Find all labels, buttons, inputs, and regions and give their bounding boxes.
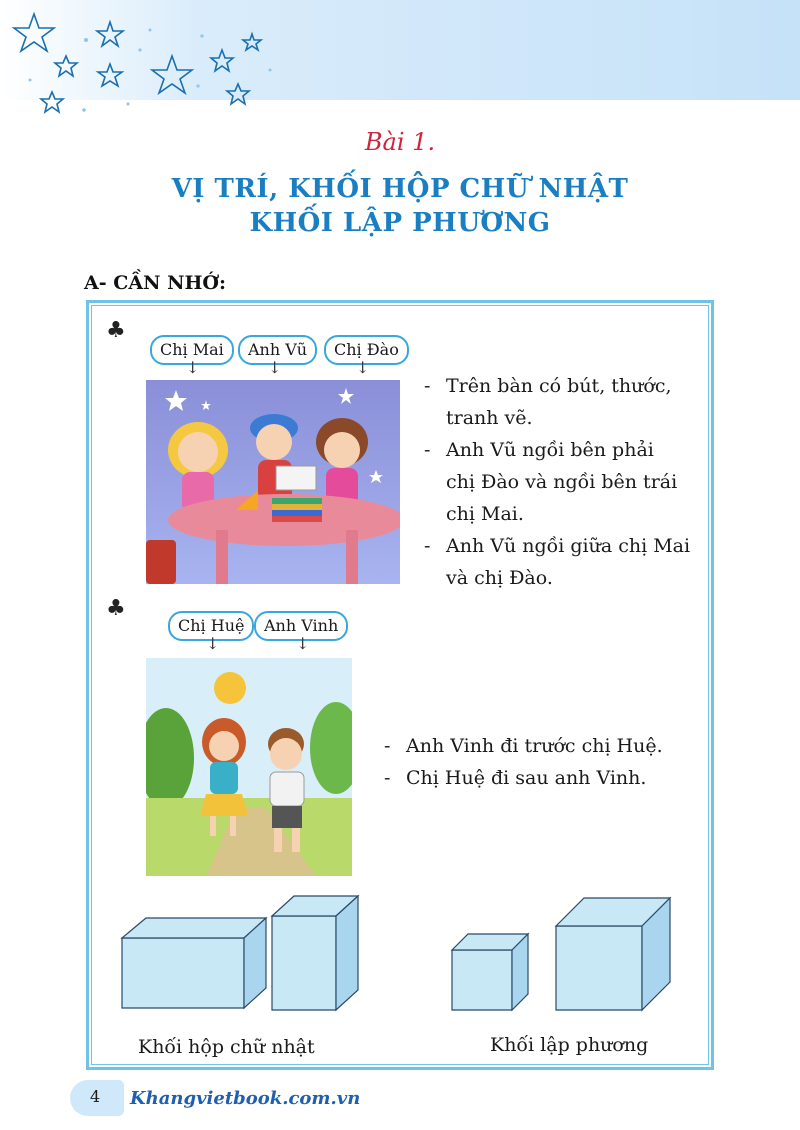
shapes-figure — [110, 888, 690, 1018]
star-icon — [98, 64, 122, 86]
star-icon — [211, 50, 233, 71]
star-icon — [227, 84, 249, 104]
tag-anh-vu: Anh Vũ — [238, 335, 317, 365]
label-cube: Khối lập phương — [490, 1034, 649, 1056]
arrow-down-icon: ↓ — [268, 358, 282, 377]
website-footer: Khangvietbook.com.vn — [130, 1088, 361, 1109]
tag-chi-hue: Chị Huệ — [168, 611, 254, 641]
star-icon — [14, 14, 54, 51]
lesson-label: Bài 1. — [364, 128, 436, 156]
part2-bullets — [384, 730, 663, 794]
section-heading: A- CẦN NHỚ: — [84, 272, 226, 294]
page-title-line1: VỊ TRÍ, KHỐI HỘP CHỮ NHẬT — [171, 174, 629, 204]
star-icon — [97, 22, 123, 46]
part1-bullets — [424, 370, 690, 594]
cuboid-shape-1 — [122, 918, 266, 1008]
tag-anh-vinh: Anh Vinh — [254, 611, 348, 641]
stars-decoration — [0, 0, 800, 130]
list-item: - Anh Vinh đi trước chị Huệ. — [384, 730, 663, 762]
page-number-badge — [70, 1080, 124, 1116]
arrow-down-icon: ↓ — [206, 634, 220, 653]
list-item: - Anh Vũ ngồi bên phải chị Đào và ngồi bên trái chị Mai. — [424, 434, 690, 530]
cuboid-shape-2 — [272, 896, 358, 1010]
label-cuboid: Khối hộp chữ nhật — [138, 1036, 315, 1058]
list-item: - Chị Huệ đi sau anh Vinh. — [384, 762, 663, 794]
arrow-down-icon: ↓ — [186, 358, 200, 377]
cube-shape-1 — [452, 934, 528, 1010]
arrow-down-icon: ↓ — [296, 634, 310, 653]
star-icon — [152, 56, 192, 93]
tag-chi-mai: Chị Mai — [150, 335, 234, 365]
header-banner — [0, 0, 800, 100]
list-item: - Anh Vũ ngồi giữa chị Mai và chị Đào. — [424, 530, 690, 594]
arrow-down-icon: ↓ — [356, 358, 370, 377]
star-icon — [243, 34, 261, 50]
cube-shape-2 — [556, 898, 670, 1010]
club-icon: ♣ — [106, 596, 126, 621]
star-icon — [41, 92, 63, 112]
tag-chi-dao: Chị Đào — [324, 335, 409, 365]
page-title-line2: KHỐI LẬP PHƯƠNG — [249, 208, 551, 238]
illustration-children-at-table — [146, 380, 400, 584]
club-icon: ♣ — [106, 318, 126, 343]
list-item: - Trên bàn có bút, thước, tranh vẽ. — [424, 370, 690, 434]
illustration-children-walking — [146, 658, 352, 876]
page-number: 4 — [90, 1087, 101, 1106]
star-icon — [55, 56, 77, 76]
